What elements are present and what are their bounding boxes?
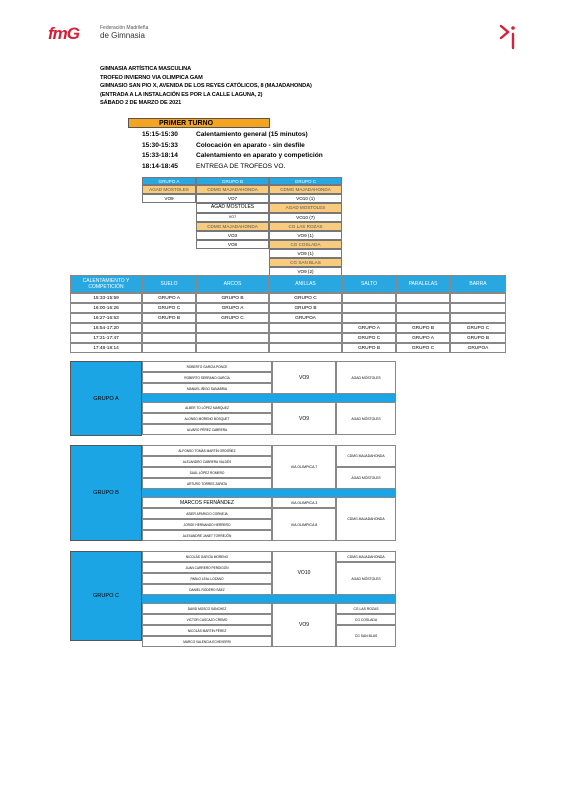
rotation-cell — [196, 323, 269, 333]
roster-separator — [142, 489, 396, 497]
schedule-row: 15:33-18:14 Calentamiento en aparato y competición — [142, 152, 323, 159]
roster-club: CDMG MAJADAHONDA — [336, 551, 396, 562]
rotation-cell — [396, 303, 450, 313]
rotation-cell: GRUPO C — [269, 293, 342, 303]
rotation-cell: GRUPO A — [142, 293, 196, 303]
gymnast-name: ALBER TO LÓPEZ MARQUEZ — [142, 402, 272, 413]
rotation-cell — [396, 293, 450, 303]
rotation-cell — [196, 333, 269, 343]
grid-club: CG COSLADA — [269, 240, 342, 249]
grid-club: CG SAN BLAS — [269, 258, 342, 267]
rotation-cell: GRUPO A — [396, 333, 450, 343]
rotation-cell — [450, 293, 506, 303]
gymnast-name: DAVID MOSCO SÁNCHEZ — [142, 603, 272, 614]
rotation-cell — [269, 343, 342, 353]
rotation-time: 16:54-17:20 — [70, 323, 142, 333]
rotation-cell — [269, 333, 342, 343]
grid-level: VO9 (2) — [269, 267, 342, 276]
fmg-logo-text: Federación Madrileña de Gimnasia — [100, 25, 149, 40]
rotation-cell — [450, 313, 506, 323]
rotation-cell — [196, 343, 269, 353]
roster-group-label: GRUPO C — [70, 551, 142, 641]
rotation-cell: GRUPO C — [196, 313, 269, 323]
gymnast-name: ALVARO PÉREZ CABRERA — [142, 424, 272, 435]
roster-club: AGAD MÓSTOLES — [336, 562, 396, 595]
roster-club: CDMG MAJADAHONDA — [336, 497, 396, 541]
roster-level: VO9 — [272, 361, 336, 394]
rotation-cell: GRUPO C — [142, 303, 196, 313]
grid-header: GRUPO C — [269, 177, 342, 185]
rotation-cell — [396, 313, 450, 323]
header-line: TROFEO INVIERNO VIA OLIMPICA GAM — [100, 74, 203, 81]
grid-header: GRUPO A — [142, 177, 196, 185]
roster-group-label: GRUPO A — [70, 361, 142, 436]
fmg-logo-mark: fmG — [48, 24, 79, 43]
roster-level: VIA OLIMPICA 7 — [272, 445, 336, 489]
rotation-time: 15:33-15:59 — [70, 293, 142, 303]
rotation-cell: GRUPO B — [396, 323, 450, 333]
gymnast-name: ROBERTO GARCÍA PONCE — [142, 361, 272, 372]
gymnast-name: MARCO VALENCIA ECHEVERRI — [142, 636, 272, 647]
gymnast-name: JUAN CARRERO PERDIGÓN — [142, 562, 272, 573]
roster-level: VO10 — [272, 551, 336, 595]
gymnast-name: PABLO LEAL LOZANO — [142, 573, 272, 584]
schedule-row: 15:15-15:30 Calentamiento general (15 minutos) — [142, 131, 308, 138]
rotation-cell: GRUPOA — [269, 313, 342, 323]
grid-level: VO10 (7) — [269, 213, 342, 222]
rotation-cell — [142, 343, 196, 353]
rotation-cell — [142, 333, 196, 343]
gymnast-name: SAÚL LÓPEZ ROMERO — [142, 467, 272, 478]
roster-club: AGAD MÓSTOLES — [336, 467, 396, 489]
rotation-time: 16:27-16:53 — [70, 313, 142, 323]
gymnast-name: ALFONSO TOMÁS MARTÍN ORDÓÑEZ — [142, 445, 272, 456]
roster-club: CG COSLADA — [336, 614, 396, 625]
grid-club: CDMG MAJADAHONDA — [196, 222, 269, 231]
rotation-cell — [342, 313, 396, 323]
gymnast-name: MARCOS FERNÁNDEZ — [142, 497, 272, 508]
rotation-time: 17:48-18:14 — [70, 343, 142, 353]
gymnast-name: ASIER APARICIO CORNEJA — [142, 508, 272, 519]
rotation-header: SUELO — [142, 275, 196, 293]
rotation-header: ANILLAS — [269, 275, 342, 293]
header-line: GIMNASIO SAN PIO X, AVENIDA DE LOS REYES CATÓLICOS, 8 (MAJADAHONDA) — [100, 83, 312, 90]
rotation-cell — [342, 293, 396, 303]
gymnast-name: ARTURO TORRES ZAPATA — [142, 478, 272, 489]
schedule — [142, 130, 323, 172]
rotation-cell — [342, 303, 396, 313]
header-line: (ENTRADA A LA INSTALACIÓN ES POR LA CALLE LAGUNA, 2) — [100, 91, 263, 98]
gymnast-name: DANIEL RODERO SÁEZ — [142, 584, 272, 595]
roster-club: AGAD MÓSTOLES — [336, 402, 396, 435]
rotation-cell: GRUPO A — [196, 303, 269, 313]
roster-level: VIA OLIMPICA 8 — [272, 508, 336, 541]
gymnast-name: NICOLÁS MARTÍN PÉREZ — [142, 625, 272, 636]
rotation-cell: GRUPO B — [269, 303, 342, 313]
rotation-time: 17:21-17:47 — [70, 333, 142, 343]
gymnast-name: ROBERTO SERRANO GARCÍA — [142, 372, 272, 383]
roster-separator — [142, 394, 396, 402]
gymnast-name: ALONSO MORENO BOSQUET — [142, 413, 272, 424]
rotation-header: PARALELAS — [396, 275, 450, 293]
rotation-cell: GRUPO C — [342, 333, 396, 343]
header-line: GIMNASIA ARTÍSTICA MASCULINA — [100, 66, 192, 72]
roster-separator — [142, 595, 396, 603]
rotation-cell: GRUPO B — [142, 313, 196, 323]
schedule-row: 15:30-15:33 Colocación en aparato - sin desfile — [142, 141, 305, 149]
roster-level: VIA OLIMPICA 3 — [272, 497, 336, 508]
rotation-cell: GRUPO C — [396, 343, 450, 353]
turno-title: PRIMER TURNO — [128, 118, 270, 128]
header-line: SÁBADO 2 DE MARZO DE 2021 — [100, 100, 182, 107]
grid-level: VO9 (1) — [269, 231, 342, 240]
grid-club: CG LAS ROZAS — [269, 222, 342, 231]
grid-club: AGAD MOSTOLES — [196, 203, 269, 213]
grid-club: CDMG MAJADAHONDA — [269, 185, 342, 194]
grid-level: VO3 — [196, 231, 269, 240]
rotation-cell: GRUPO B — [196, 293, 269, 303]
grid-level: VO7 — [196, 194, 269, 203]
grid-club: AGAD MOSTOLES — [269, 203, 342, 213]
grid-level: VO10 (1) — [269, 194, 342, 203]
event-header — [100, 65, 312, 108]
rotation-header: ARCOS — [196, 275, 269, 293]
rotation-header: BARRA — [450, 275, 506, 293]
rotation-cell — [269, 323, 342, 333]
grid-header: GRUPO B — [196, 177, 269, 185]
rotation-header: CALENTAMIENTO Y COMPETICIÓN — [70, 275, 142, 293]
fmg-logo — [48, 22, 168, 46]
roster-level: VO9 — [272, 402, 336, 435]
rotation-cell — [142, 323, 196, 333]
rotation-cell: GRUPO A — [342, 323, 396, 333]
grid-level: VO8 — [196, 240, 269, 249]
grid-club: CDMG MAJADAHONDA — [196, 185, 269, 194]
gymnast-name: MANUEL IÑIGO SANABRIA — [142, 383, 272, 394]
grid-level: VO9 (1) — [269, 249, 342, 258]
roster-level: VO9 — [272, 603, 336, 647]
rotation-cell: GRUPO B — [450, 333, 506, 343]
roster-club: CDMG MAJADAHONDA — [336, 445, 396, 467]
rotation-header: SALTO — [342, 275, 396, 293]
rotation-time: 16:00-16:26 — [70, 303, 142, 313]
gymnast-name: JORGE HERNANDO HERRERO — [142, 519, 272, 530]
gymnast-name: ALEJANDRO CABRERA VALDÉS — [142, 456, 272, 467]
roster-club: AGAD MÓSTOLES — [336, 361, 396, 394]
gymnast-name: ALEXANDRE JANET TORREJÓN — [142, 530, 272, 541]
grid-level: VO7 — [196, 213, 269, 222]
schedule-row: 18:14-18:45 ENTREGA DE TROFEOS VO. — [142, 162, 286, 170]
rotation-cell: GRUPO C — [450, 323, 506, 333]
grid-club: AGAD MOSTOLES — [142, 185, 196, 194]
roster-club: CG SAN BLAS — [336, 625, 396, 647]
roster-club: CG LAS ROZAS — [336, 603, 396, 614]
roster-group-label: GRUPO B — [70, 445, 142, 541]
rotation-cell: GRUPO B — [342, 343, 396, 353]
gymnast-mark-icon — [499, 22, 517, 50]
gymnast-name: NICOLÁS GARCÍA MORENO — [142, 551, 272, 562]
grid-level: VO9 — [142, 194, 196, 203]
rotation-cell: GRUPOA — [450, 343, 506, 353]
rotation-cell — [450, 303, 506, 313]
gymnast-name: VICTOR CASCAJO CREMO — [142, 614, 272, 625]
